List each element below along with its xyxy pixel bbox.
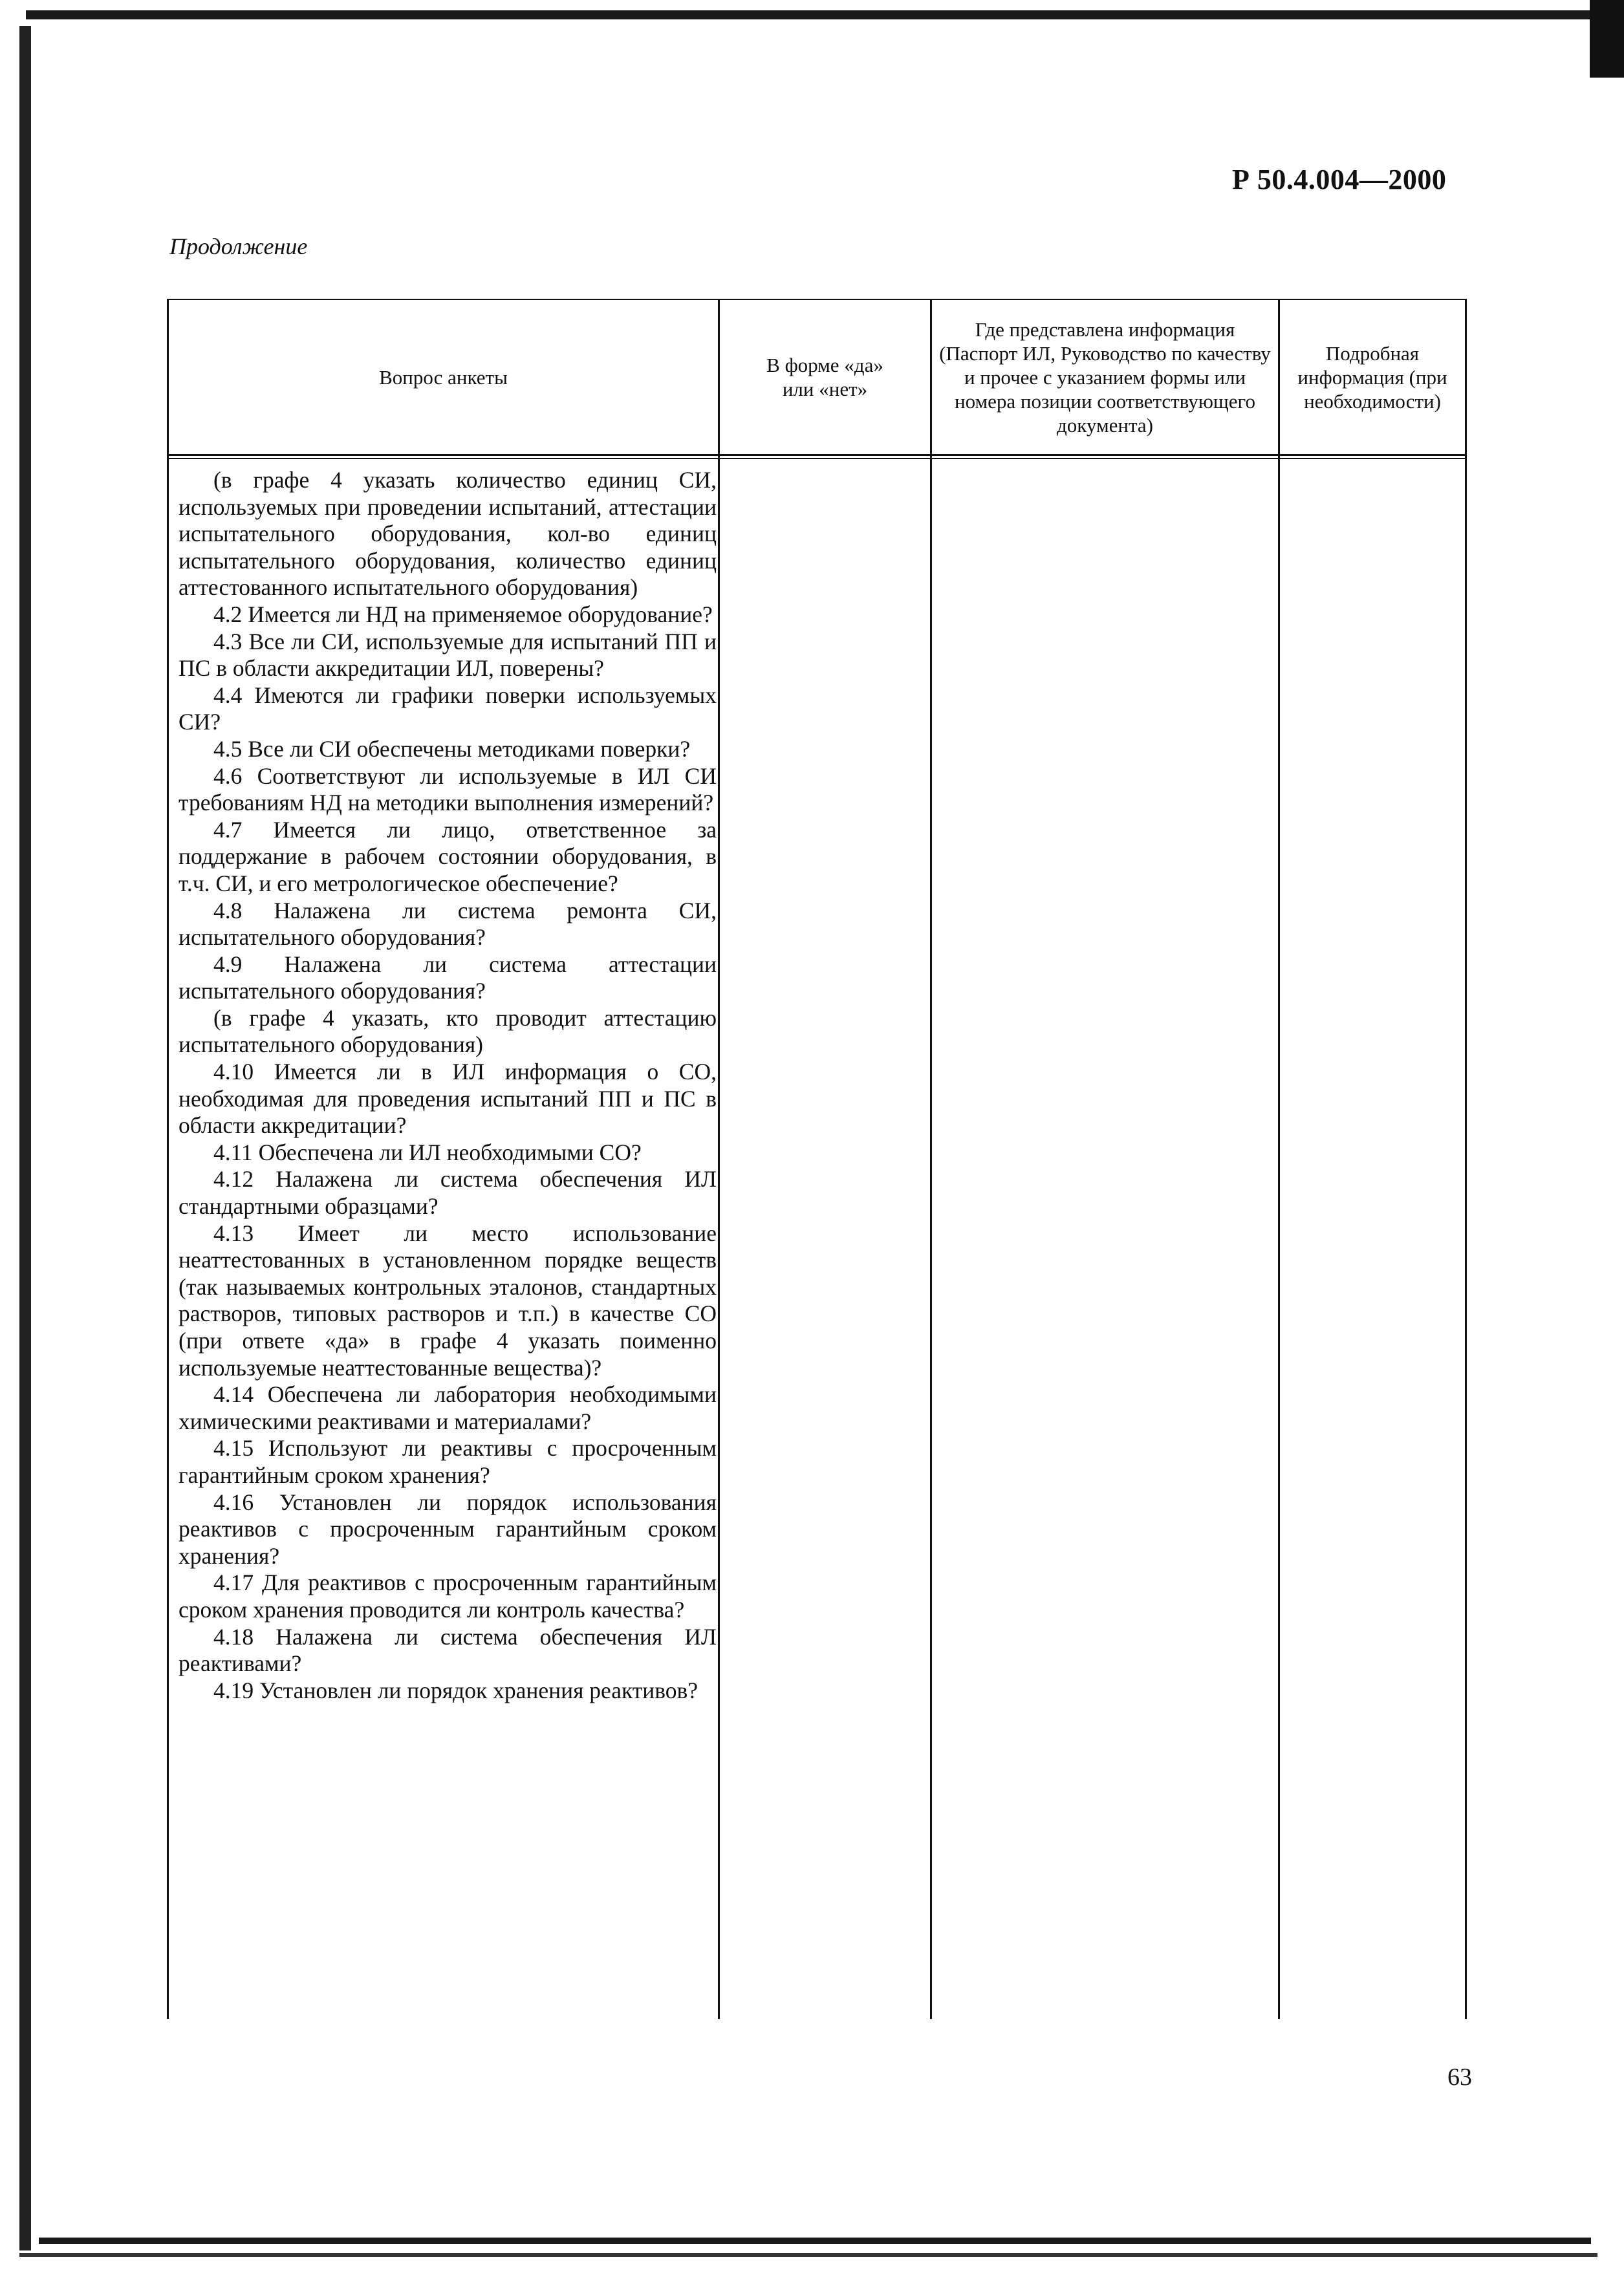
header-bottom-border-double: [167, 458, 1467, 459]
question-paragraph: 4.18 Налажена ли система обеспечения ИЛ реактивами?: [179, 1623, 717, 1677]
question-paragraph: 4.16 Установлен ли порядок использования реактивов с просроченным гарантийным сроком хранения?: [179, 1489, 717, 1569]
header-yes-no: [720, 300, 930, 454]
scan-border-right: [1590, 0, 1624, 78]
header-details-label: Подробная информация (при необходимости): [1297, 341, 1447, 413]
question-paragraph: 4.12 Налажена ли система обеспечения ИЛ стандартными образцами?: [179, 1166, 717, 1220]
header-info-source-label: Где представлена информация (Паспорт ИЛ, Руководство по качеству и прочее с указанием формы или номера позиции соответствующего документа): [939, 318, 1271, 437]
scan-border-left: [19, 26, 31, 2250]
question-paragraph: 4.17 Для реактивов с просроченным гарантийным сроком хранения проводится ли контроль качества?: [179, 1570, 717, 1623]
header-bottom-border: [167, 454, 1467, 456]
question-list: [179, 467, 717, 1704]
document-code: Р 50.4.004—2000: [1232, 164, 1447, 195]
question-paragraph: 4.5 Все ли СИ обеспечены методиками поверки?: [213, 735, 691, 762]
col-border-3: [1278, 299, 1280, 2019]
question-paragraph: 4.15 Используют ли реактивы с просроченным гарантийным сроком хранения?: [179, 1435, 717, 1488]
question-paragraph: 4.19 Установлен ли порядок хранения реактивов?: [213, 1677, 698, 1703]
questionnaire-table: [167, 299, 1467, 2019]
question-paragraph: 4.9 Налажена ли система аттестации испытательного оборудования?: [179, 951, 717, 1004]
question-paragraph: 4.4 Имеются ли графики поверки используемых СИ?: [179, 682, 717, 735]
continuation-label: Продолжение: [169, 233, 308, 259]
question-paragraph: 4.13 Имеет ли место использование неаттестованных в установленном порядке веществ (так называемых контрольных эталонов, стандартных растворов, типовых растворов и т.п.) в качестве СО (при ответе «да» в графе 4 указать поименно используемые неаттестованные вещества)?: [179, 1220, 717, 1381]
header-question: [169, 300, 718, 454]
page-number: 63: [1447, 2064, 1472, 2091]
col-border-2: [930, 299, 932, 2019]
scan-border-top: [26, 10, 1604, 19]
header-details: [1280, 300, 1465, 454]
header-question-label: Вопрос анкеты: [379, 365, 508, 389]
question-paragraph: 4.2 Имеется ли НД на применяемое оборудование?: [213, 601, 713, 627]
question-paragraph: 4.8 Налажена ли система ремонта СИ, испытательного оборудования?: [179, 897, 717, 951]
question-paragraph: 4.6 Соответствуют ли используемые в ИЛ СИ требованиям НД на методики выполнения измерений?: [179, 762, 717, 816]
question-paragraph: 4.10 Имеется ли в ИЛ информация о СО, необходимая для проведения испытаний ПП и ПС в области аккредитации?: [179, 1059, 717, 1139]
question-paragraph: (в графе 4 указать, кто проводит аттестацию испытательного оборудования): [179, 1004, 717, 1058]
header-yes-no-label: В форме «да» или «нет»: [766, 354, 883, 400]
col-border-left: [167, 299, 169, 2019]
question-paragraph: (в графе 4 указать количество единиц СИ, используемых при проведении испытаний, аттестации испытательного оборудования, кол-во единиц испытательного оборудования, количество единиц аттестованного испытательного оборудования): [179, 467, 717, 601]
col-border-right: [1465, 299, 1467, 2019]
question-paragraph: 4.3 Все ли СИ, используемые для испытаний ПП и ПС в области аккредитации ИЛ, поверены?: [179, 628, 717, 682]
scan-border-bottom-2: [19, 2253, 1597, 2257]
question-paragraph: 4.7 Имеется ли лицо, ответственное за поддержание в рабочем состоянии оборудования, в т.ч. СИ, и его метрологическое обеспечение?: [179, 816, 717, 896]
scan-border-bottom: [39, 2238, 1591, 2244]
col-border-1: [718, 299, 720, 2019]
header-info-source: [932, 300, 1278, 454]
question-paragraph: 4.14 Обеспечена ли лаборатория необходимыми химическими реактивами и материалами?: [179, 1381, 717, 1434]
question-paragraph: 4.11 Обеспечена ли ИЛ необходимыми СО?: [213, 1139, 642, 1165]
